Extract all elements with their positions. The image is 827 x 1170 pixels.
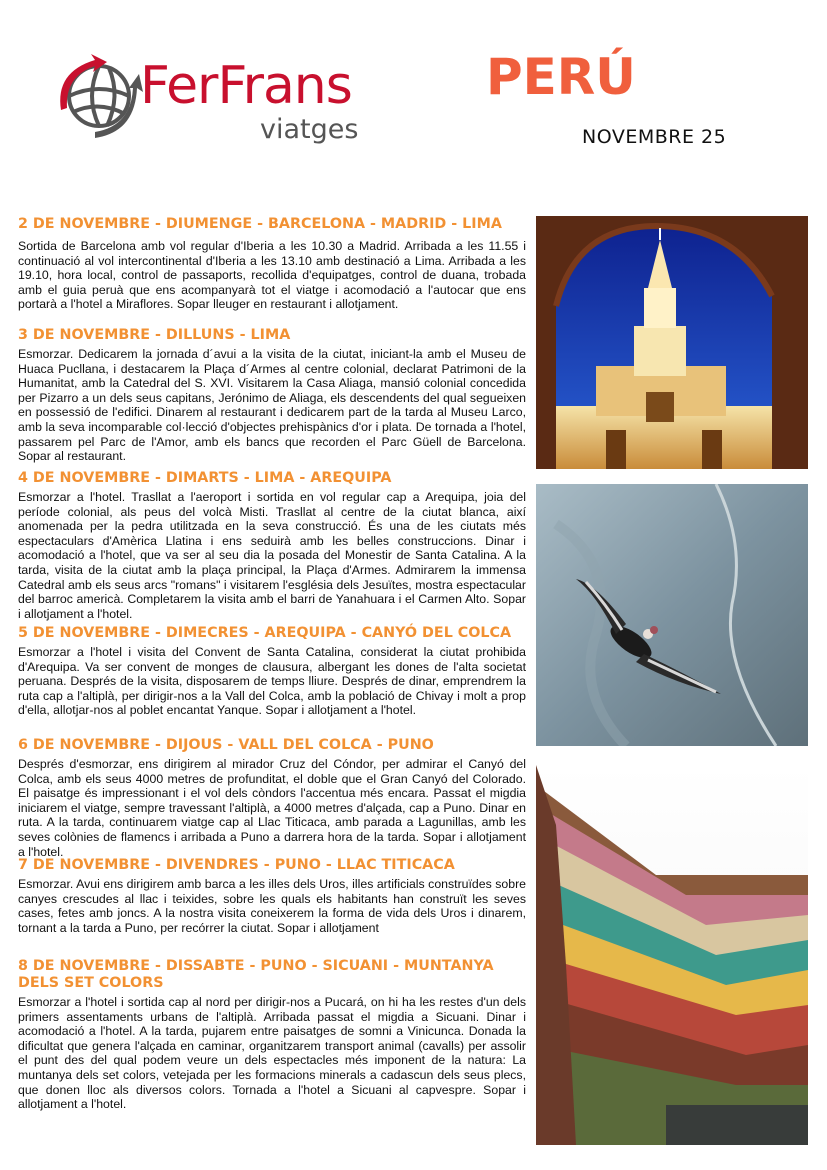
cathedral-photo	[536, 216, 808, 469]
day-description: Esmorzar. Dedicarem la jornada d´avui a la visita de la ciutat, iniciant-la amb el Museu de Huaca Pucllana, i destacarem la Plaça d´Armes al centre colonial, declarat Patrimoni de la Humanitat, amb la Catedral del S. XVI. Visitarem la Casa Aliaga, mansió colonial concedida per Pizarro a un dels seus capitans, Jerónimo de Aliaga, els descendents del qual segueixen en possessió de l'edifici. Dinarem al restaurant i dedicarem part de la tarda al Museu Larco, amb la seva incomparable col·lecció d'objectes prehispànics d'or i plata. De tornada a l'hotel, passarem pel Parc de l'Amor, amb els bancs que recorden el Parc Güell de Barcelona. Sopar al restaurant.	[18, 347, 526, 464]
brand-name: FerFrans	[140, 56, 352, 116]
rainbow-mountain-photo	[536, 765, 808, 1145]
day-title: 6 DE NOVEMBRE - DIJOUS - VALL DEL COLCA - PUNO	[18, 737, 434, 753]
day-section	[18, 857, 526, 935]
day-title: 2 DE NOVEMBRE - DIUMENGE - BARCELONA - MADRID - LIMA	[18, 216, 502, 232]
day-section	[18, 327, 526, 464]
day-section	[18, 625, 526, 718]
globe-icon	[55, 52, 145, 152]
day-description: Després d'esmorzar, ens dirigirem al mirador Cruz del Cóndor, per admirar el Canyó del Colca, amb els seus 4000 metres de profunditat, el doble que el Gran Canyó del Colorado. El paisatge és impressionant i el vol dels còndors l'accentua més encara. Passat el migdia iniciarem el viatge, sempre travessant l'altiplà, a 4000 metres d'alçada, cap a Puno. Dinar en ruta. A la tarda, continuarem viatge cap al Llac Titicaca, amb parada a Lagunillas, amb les seves colònies de flamencs i arribada a Puno a darrera hora de la tarda. Sopar i allotjament a l'hotel.	[18, 757, 526, 859]
day-description: Esmorzar a l'hotel i sortida cap al nord per dirigir-nos a Pucará, on hi ha les restes d'un dels primers assentaments urbans de l'altiplà. Arribada passat el migdia a Sicuani. Dinar i acomodació a l'hotel. A la tarda, pujarem entre paisatges de somni a Vinicunca. Donada la dificultat que genera l'alçada en caminar, organitzarem transport animal (cavalls) per assolir el punt des del qual podem veure un dels espectacles més imponent de la natura: La muntanya dels set colors, vetejada per les formacions minerals a cadascun dels seus plecs, que donen lloc als diversos colors. Tornada a l'hotel a Sicuani al capvespre. Sopar i allotjament a l'hotel.	[18, 995, 526, 1112]
day-description: Esmorzar. Avui ens dirigirem amb barca a les illes dels Uros, illes artificials construïdes sobre canyes crescudes al llac i teixides, sobre les quals els habitants han construït les seves cases, fetes amb joncs. A la nostra visita coneixerem la forma de vida dels Uros i dinarem, tornant a la tarda a Puno, per recórrer la ciutat. Sopar i allotjament	[18, 877, 526, 935]
day-description: Sortida de Barcelona amb vol regular d'Iberia a les 10.30 a Madrid. Arribada a les 11.55 i continuació al vol intercontinental d'Iberia a les 13.10 amb destinació a Lima. Arribada a les 19.10, hora local, control de passaports, recollida d'equipatges, control de duana, trobada amb el guia peruà que ens acompanyarà tot el viatge i acomodació a l'autocar que ens portarà a l'hotel a Miraflores. Sopar lleuger en restaurant i allotjament.	[18, 239, 526, 312]
day-section	[18, 737, 526, 859]
day-title: 4 DE NOVEMBRE - DIMARTS - LIMA - AREQUIPA	[18, 470, 392, 486]
day-description: Esmorzar a l'hotel i visita del Convent de Santa Catalina, considerat la ciutat prohibida d'Arequipa. Va ser convent de monges de clausura, albergant les dones de l'alta societat peruana. Després de la visita, disposarem de temps lliure. Després de dinar, emprendrem la ruta cap a l'altiplà, per dirigir-nos a la Vall del Colca, amb la població de Chivay i molt a prop d'ella, allotjar-nos al poblet encantat Yanque. Sopar i allotjament a l'hotel.	[18, 645, 526, 718]
day-title: 3 DE NOVEMBRE - DILLUNS - LIMA	[18, 327, 291, 343]
day-description: Esmorzar a l'hotel. Trasllat a l'aeroport i sortida en vol regular cap a Arequipa, joia del període colonial, als peus del volcà Misti. Trasllat al centre de la ciutat blanca, així anomenada per la pedra utilitzada en la seva construcció. És una de les ciutats més espectaculars d'Amèrica Llatina i ens seduirà amb les belles construccions. Dinar i acomodació a l'hotel, que va ser al seu dia la posada del Monestir de Santa Catalina. A la tarda, visita de la ciutat amb la plaça principal, la Plaça d'Armes. Admirarem la immensa Catedral amb els seus arcs "romans" i visitarem l'església dels Jesuïtes, mostra espectacular del barroc americà. Completarem la visita amb el barri de Yanahuara i el Carmen Alto. Sopar i allotjament a l'hotel.	[18, 490, 526, 621]
day-title: 5 DE NOVEMBRE - DIMECRES - AREQUIPA - CANYÓ DEL COLCA	[18, 625, 512, 641]
day-section	[18, 470, 526, 621]
destination-title: PERÚ	[486, 48, 636, 106]
day-section	[18, 216, 526, 312]
day-title: 7 DE NOVEMBRE - DIVENDRES - PUNO - LLAC TITICACA	[18, 857, 455, 873]
day-title: 8 DE NOVEMBRE - DISSABTE - PUNO - SICUANI - MUNTANYA DELS SET COLORS	[18, 958, 494, 991]
brand-logo	[55, 52, 375, 152]
day-section	[18, 958, 526, 1112]
travel-date: NOVEMBRE 25	[582, 126, 727, 148]
condor-photo	[536, 484, 808, 746]
brand-subtitle: viatges	[260, 114, 359, 145]
